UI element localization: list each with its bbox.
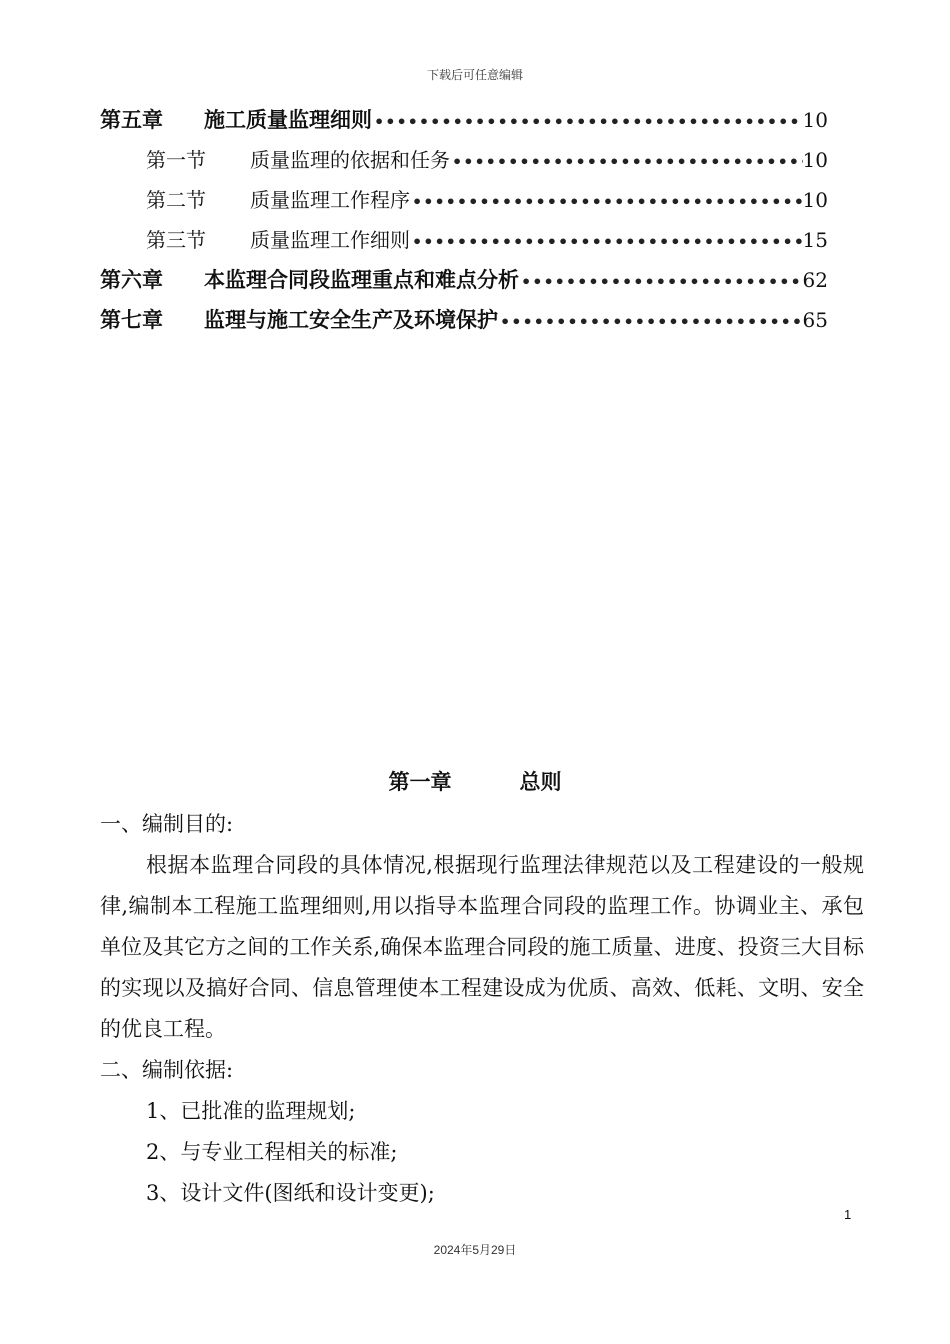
toc-leader-dots xyxy=(374,102,803,142)
toc-entry-page: 10 xyxy=(802,188,828,212)
chapter-title: 总则 xyxy=(519,770,562,794)
body-paragraph: 根据本监理合同段的具体情况,根据现行监理法律规范以及工程建设的一般规律,编制本工程施工监理细则,用以指导本监理合同段的监理工作。协调业主、承包单位及其它方之间的工作关系,确保本监理合同段的施工质量、进度、投资三大目标的实现以及搞好合同、信息管理使本工程建设成为优质、高效、低耗、文明、安全的优良工程。 xyxy=(100,853,864,1041)
toc-entry-title: 施工质量监理细则 xyxy=(204,108,372,132)
page-footer-date: 2024年5月29日 xyxy=(433,1243,517,1257)
toc-entry-title: 质量监理工作细则 xyxy=(250,228,410,252)
toc-entry-chapter-7[interactable] xyxy=(100,300,828,340)
toc-entry-page: 10 xyxy=(802,108,828,132)
section-heading: 一、编制目的: xyxy=(100,812,234,836)
toc-entry-page: 10 xyxy=(802,148,828,172)
toc-entry-number: 第三节 xyxy=(146,228,206,252)
toc-leader-dots xyxy=(500,302,803,342)
toc-entry-title: 本监理合同段监理重点和难点分析 xyxy=(204,268,519,292)
toc-entry-number: 第七章 xyxy=(100,308,163,332)
toc-entry-section-2[interactable] xyxy=(100,180,828,220)
toc-entry-number: 第五章 xyxy=(100,108,163,132)
toc-entry-number: 第六章 xyxy=(100,268,163,292)
document-body xyxy=(100,804,864,1214)
toc-entry-section-3[interactable] xyxy=(100,220,828,260)
page-header: 下载后可任意编辑 xyxy=(426,68,523,82)
table-of-contents xyxy=(100,100,828,340)
toc-entry-section-1[interactable] xyxy=(100,140,828,180)
toc-entry-chapter-6[interactable] xyxy=(100,260,828,300)
toc-entry-page: 15 xyxy=(802,228,828,252)
toc-entry-page: 62 xyxy=(802,268,828,292)
toc-entry-title: 质量监理的依据和任务 xyxy=(250,148,450,172)
section-heading: 二、编制依据: xyxy=(100,1058,234,1082)
toc-entry-title: 监理与施工安全生产及环境保护 xyxy=(204,308,498,332)
toc-entry-chapter-5[interactable] xyxy=(100,100,828,140)
toc-entry-number: 第一节 xyxy=(146,148,206,172)
list-item: 3、设计文件(图纸和设计变更); xyxy=(146,1181,435,1205)
toc-entry-number: 第二节 xyxy=(146,188,206,212)
list-item: 2、与专业工程相关的标准; xyxy=(146,1140,398,1164)
list-item: 1、已批准的监理规划; xyxy=(146,1099,356,1123)
toc-entry-page: 65 xyxy=(802,308,828,332)
page-number: 1 xyxy=(844,1207,852,1222)
toc-leader-dots xyxy=(452,142,803,182)
toc-leader-dots xyxy=(412,182,803,222)
chapter-number: 第一章 xyxy=(388,770,452,794)
chapter-heading xyxy=(0,766,950,796)
toc-leader-dots xyxy=(521,262,803,302)
toc-entry-title: 质量监理工作程序 xyxy=(250,188,410,212)
toc-leader-dots xyxy=(412,222,803,262)
